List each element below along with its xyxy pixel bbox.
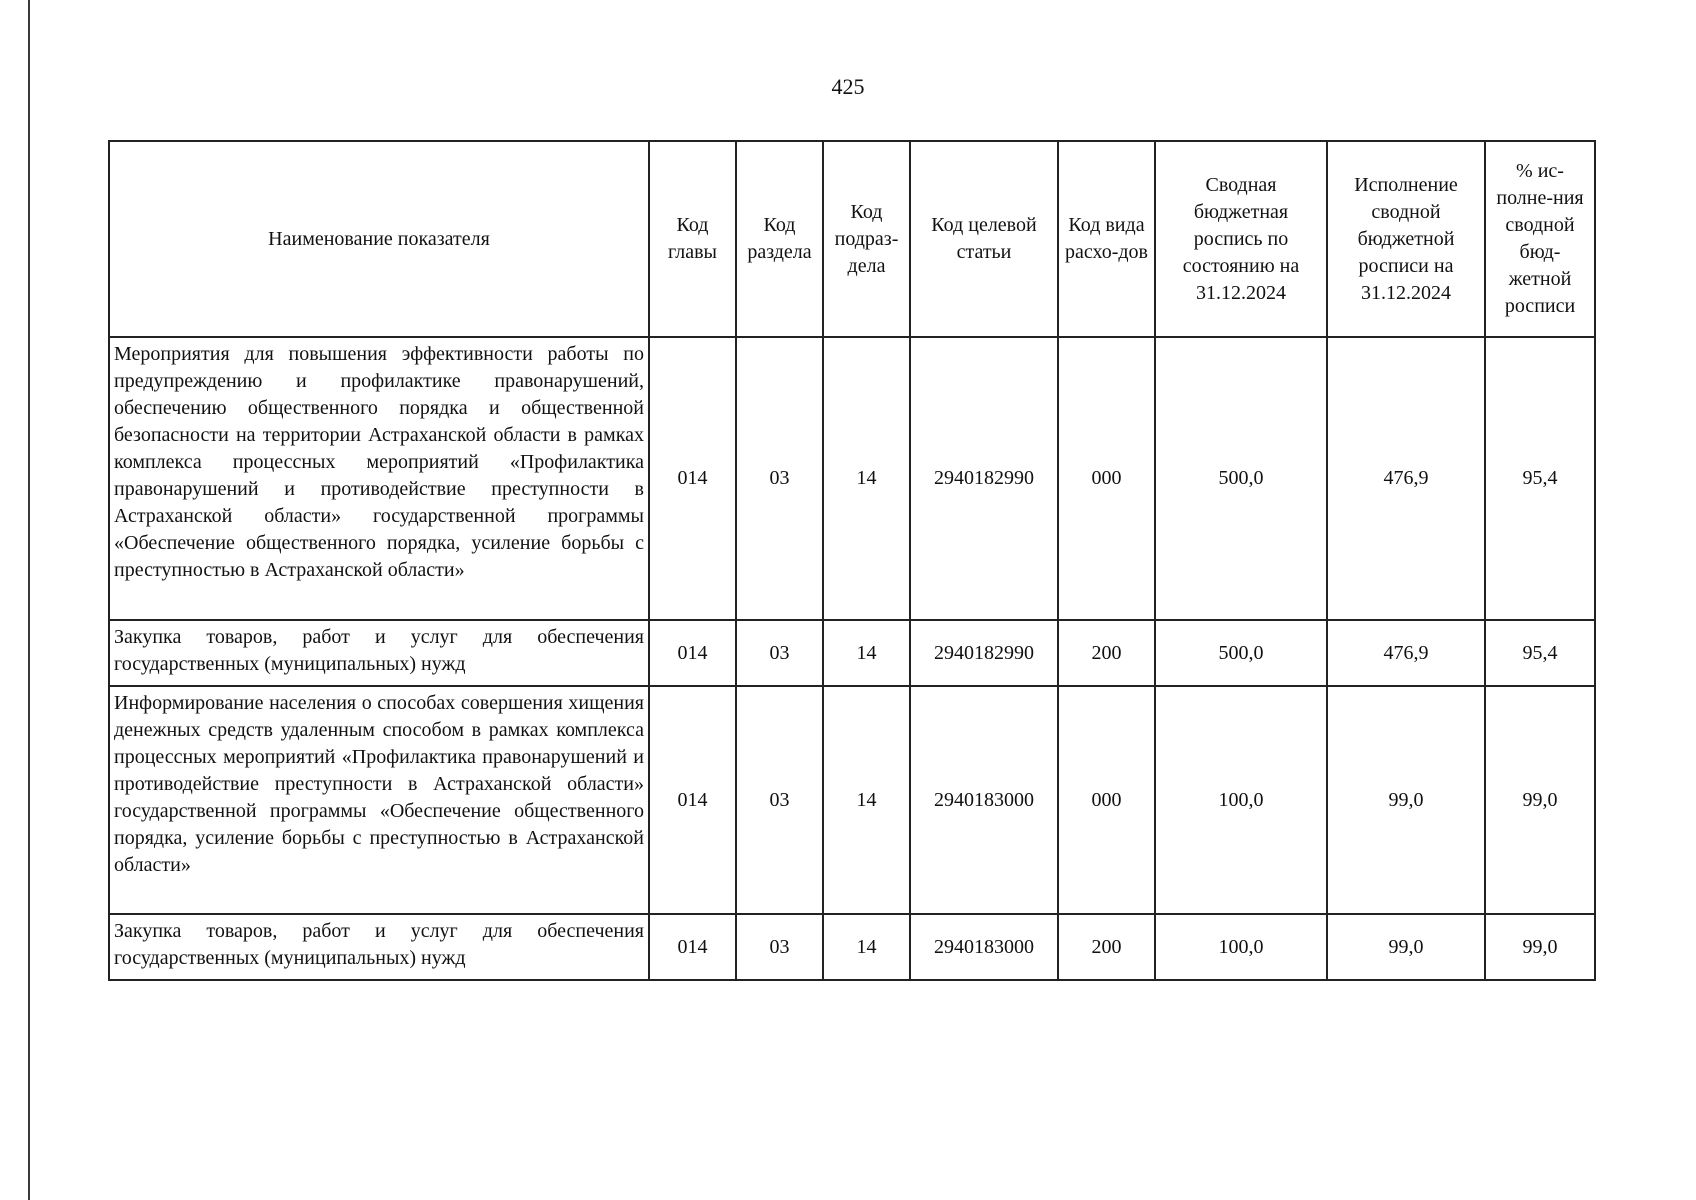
row-pct: 95,4 [1485, 620, 1595, 686]
table-row [109, 337, 1595, 620]
row-kind: 200 [1058, 914, 1155, 980]
row-pct: 99,0 [1485, 686, 1595, 914]
row-exec: 99,0 [1327, 914, 1485, 980]
row-section: 03 [736, 914, 823, 980]
row-section: 03 [736, 686, 823, 914]
row-target: 2940182990 [910, 620, 1058, 686]
row-target: 2940183000 [910, 914, 1058, 980]
row-pct: 99,0 [1485, 914, 1595, 980]
row-plan: 500,0 [1155, 620, 1327, 686]
header-budget-plan: Сводная бюджетная роспись по состоянию на 31.12.2024 [1155, 141, 1327, 337]
row-chapter: 014 [649, 620, 736, 686]
row-kind: 000 [1058, 337, 1155, 620]
row-exec: 476,9 [1327, 620, 1485, 686]
header-section-code: Код раздела [736, 141, 823, 337]
row-name: Закупка товаров, работ и услуг для обеспечения государственных (муниципальных) нужд [109, 620, 649, 686]
row-plan: 100,0 [1155, 686, 1327, 914]
row-subsection: 14 [823, 620, 910, 686]
header-subsection-code: Код подраз-дела [823, 141, 910, 337]
header-chapter-code: Код главы [649, 141, 736, 337]
row-subsection: 14 [823, 686, 910, 914]
row-exec: 476,9 [1327, 337, 1485, 620]
row-name: Мероприятия для повышения эффективности работы по предупреждению и профилактике правонарушений, обеспечению общественного порядка и общественной безопасности на территории Астраханской области в рамках комплекса процессных мероприятий «Профилактика правонарушений и противодействие преступности в Астраханской области» государственной программы «Обеспечение общественного порядка, усиление борьбы с преступностью в Астраханской области» [109, 337, 649, 620]
row-subsection: 14 [823, 914, 910, 980]
row-section: 03 [736, 337, 823, 620]
row-target: 2940182990 [910, 337, 1058, 620]
table-row [109, 620, 1595, 686]
header-execution-percent: % ис-полне-ния сводной бюд-жетной росписи [1485, 141, 1595, 337]
header-target-code: Код целевой статьи [910, 141, 1058, 337]
row-plan: 500,0 [1155, 337, 1327, 620]
header-row [109, 141, 1595, 337]
row-subsection: 14 [823, 337, 910, 620]
row-pct: 95,4 [1485, 337, 1595, 620]
row-chapter: 014 [649, 686, 736, 914]
row-plan: 100,0 [1155, 914, 1327, 980]
table-row [109, 914, 1595, 980]
row-kind: 200 [1058, 620, 1155, 686]
header-execution: Исполнение сводной бюджетной росписи на 31.12.2024 [1327, 141, 1485, 337]
row-name: Информирование населения о способах совершения хищения денежных средств удаленным способом в рамках комплекса процессных мероприятий «Профилактика правонарушений и противодействие преступности в Астраханской области» государственной программы «Обеспечение общественного порядка, усиление борьбы с преступностью в Астраханской области» [109, 686, 649, 914]
row-name: Закупка товаров, работ и услуг для обеспечения государственных (муниципальных) нужд [109, 914, 649, 980]
row-section: 03 [736, 620, 823, 686]
row-chapter: 014 [649, 337, 736, 620]
row-exec: 99,0 [1327, 686, 1485, 914]
header-name: Наименование показателя [109, 141, 649, 337]
header-expense-kind-code: Код вида расхо-дов [1058, 141, 1155, 337]
scan-edge-line [28, 0, 30, 1200]
page-number: 425 [831, 74, 865, 99]
table-row [109, 686, 1595, 914]
row-target: 2940183000 [910, 686, 1058, 914]
budget-table [108, 140, 1596, 981]
row-kind: 000 [1058, 686, 1155, 914]
row-chapter: 014 [649, 914, 736, 980]
